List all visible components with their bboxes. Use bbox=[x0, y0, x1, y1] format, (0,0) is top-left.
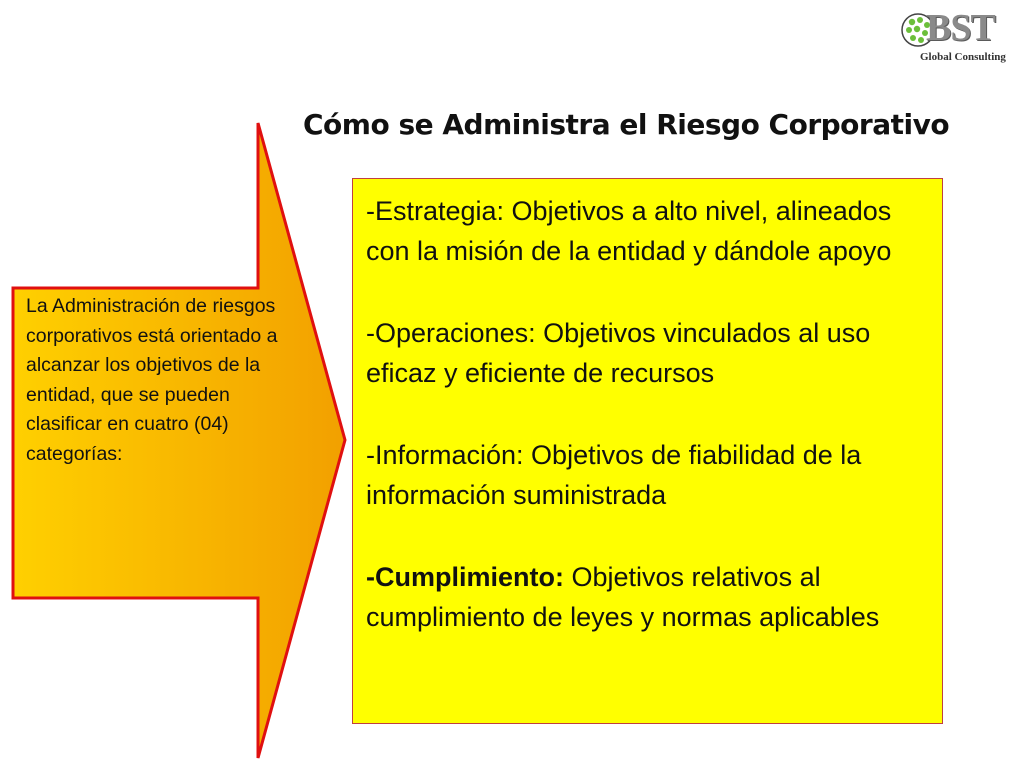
objective-operations bbox=[366, 313, 932, 393]
objective-compliance bbox=[366, 557, 932, 637]
objective-information bbox=[366, 435, 932, 515]
logo-subtitle: Global Consulting bbox=[920, 51, 1006, 63]
objective-head: -Cumplimiento: bbox=[366, 562, 564, 592]
objective-strategy bbox=[366, 191, 932, 271]
objective-text: -Estrategia: Objetivos a alto nivel, alineados con la misión de la entidad y dándole apoyo bbox=[366, 196, 892, 266]
objectives-box bbox=[352, 178, 943, 724]
arrow-description: La Administración de riesgos corporativos está orientado a alcanzar los objetivos de la entidad, que se pueden clasificar en cuatro (04) categorías: bbox=[26, 295, 278, 465]
objective-text: -Operaciones: Objetivos vinculados al uso eficaz y eficiente de recursos bbox=[366, 318, 871, 388]
objective-text: -Información: Objetivos de fiabilidad de la información suministrada bbox=[366, 440, 862, 510]
slide-title: Cómo se Administra el Riesgo Corporativo bbox=[303, 108, 950, 141]
logo-brand: BST bbox=[926, 7, 995, 49]
objective-text: Objetivos relativos al cumplimiento de leyes y normas aplicables bbox=[366, 562, 880, 632]
